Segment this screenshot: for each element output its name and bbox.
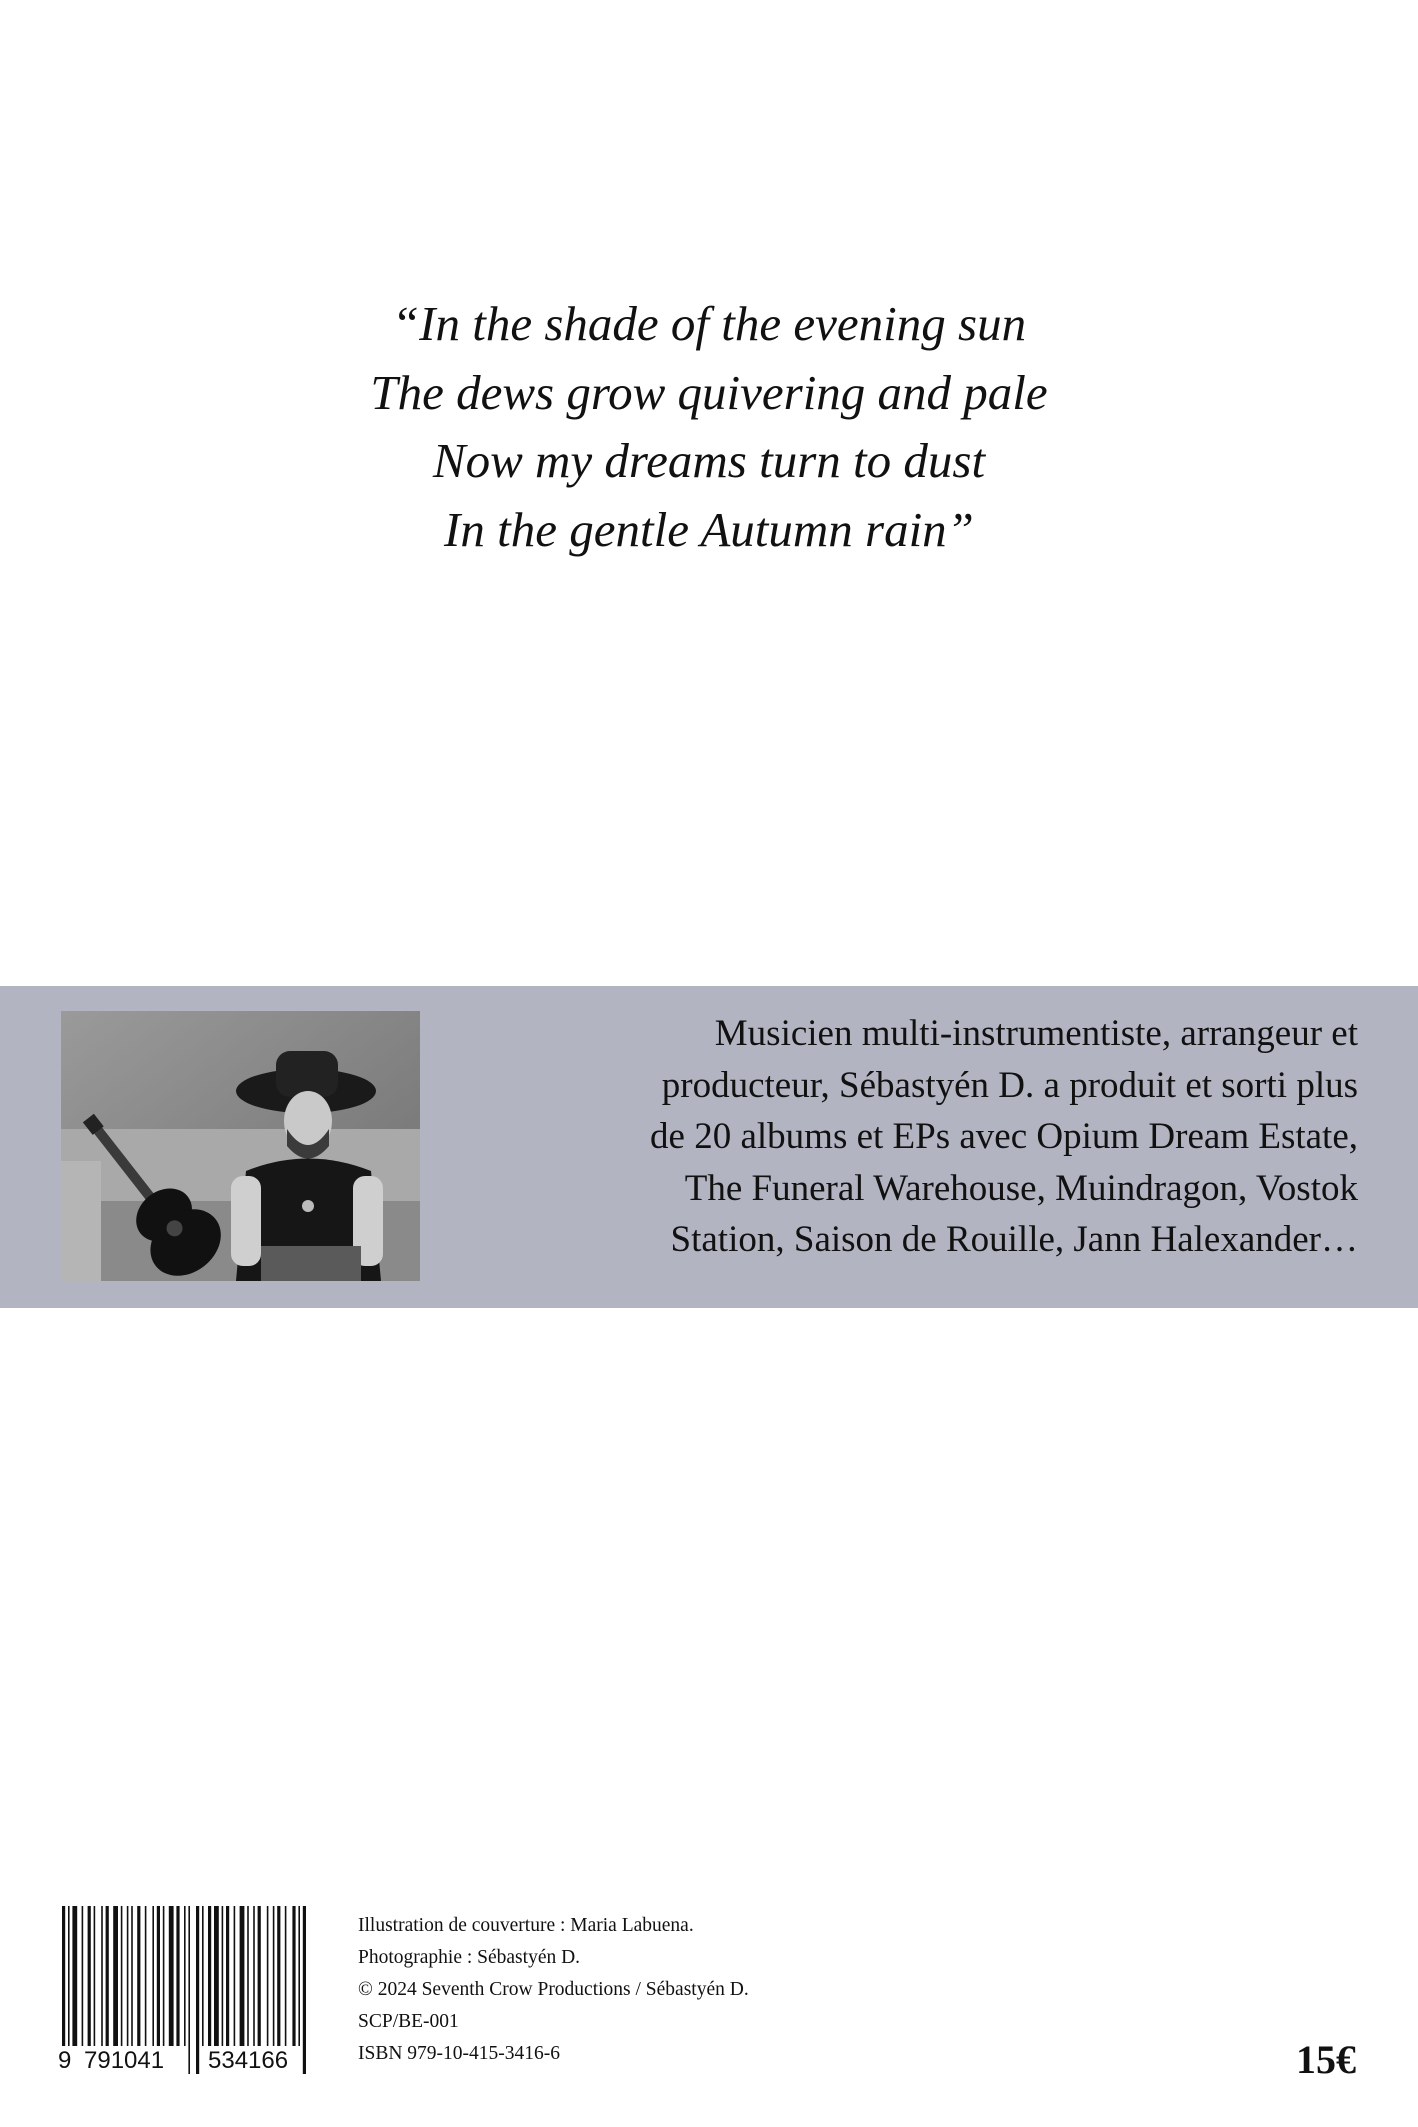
barcode-bar: [258, 1906, 261, 2046]
bio-line: Musicien multi-instrumentiste, arrangeur et: [714, 1013, 1358, 1054]
quote-line: Now my dreams turn to dust: [432, 433, 986, 488]
quote-line: In the gentle Autumn rain”: [444, 501, 974, 557]
barcode-bar: [121, 1906, 123, 2046]
bio-line: producteur, Sébastyén D. a produit et sorti plus: [661, 1064, 1358, 1106]
barcode-bar: [273, 1906, 275, 2046]
bio-line: Station, Saison de Rouille, Jann Halexander…: [670, 1219, 1358, 1260]
author-photo: [61, 1011, 420, 1281]
credit-line: Illustration de couverture : Maria Labuena.: [358, 1915, 694, 1936]
barcode-bar: [292, 1906, 295, 2046]
barcode-bar: [285, 1906, 287, 2046]
barcode-bar: [253, 1906, 255, 2046]
barcode-bar: [298, 1906, 300, 2046]
quote-line: “In the shade of the evening sun: [391, 296, 1027, 351]
barcode-bar: [202, 1906, 204, 2046]
barcode-bar: [137, 1906, 140, 2046]
barcode-bar: [226, 1906, 229, 2046]
barcode-bar: [169, 1906, 174, 2046]
barcode-bar: [234, 1906, 236, 2046]
quote-line: The dews grow quivering and pale: [370, 364, 1048, 420]
barcode-bar: [277, 1906, 280, 2046]
barcode-bar: [127, 1906, 129, 2046]
barcode-bar: [222, 1906, 224, 2046]
author-bio: [478, 1008, 1358, 1266]
barcode-bar: [88, 1906, 91, 2046]
barcode-bar: [82, 1906, 84, 2046]
barcode-bar: [145, 1906, 147, 2046]
credit-line: Photographie : Sébastyén D.: [358, 1947, 581, 1968]
barcode-digit-lead: 9: [58, 2047, 72, 2074]
barcode-bar: [247, 1906, 249, 2046]
barcode-bar: [106, 1906, 109, 2046]
bio-line: de 20 albums et EPs avec Opium Dream Estate,: [650, 1116, 1358, 1157]
isbn-line: ISBN 979-10-415-3416-6: [358, 2043, 561, 2064]
barcode-digit-group2: 534166: [208, 2047, 289, 2074]
poem-quote: [0, 290, 1418, 564]
barcode-bar: [152, 1906, 154, 2046]
author-bio-band: [0, 986, 1418, 1308]
credit-line: © 2024 Seventh Crow Productions / Sébastyén D.: [358, 1979, 749, 2000]
bio-line: The Funeral Warehouse, Muindragon, Vostok: [684, 1167, 1358, 1209]
credit-line: SCP/BE-001: [358, 2011, 459, 2032]
barcode-digits: [60, 2046, 322, 2076]
barcode-bar: [131, 1906, 133, 2046]
barcode-bar: [208, 1906, 211, 2046]
barcode-digit-group1: 791041: [84, 2047, 165, 2074]
barcode-bar: [113, 1906, 118, 2046]
barcode-bar: [72, 1906, 77, 2046]
barcode-bar: [267, 1906, 269, 2046]
barcode-bar: [214, 1906, 219, 2046]
barcode-bar: [163, 1906, 165, 2046]
barcode-bar: [176, 1906, 179, 2046]
barcode-bar: [94, 1906, 96, 2046]
credits: [358, 1910, 978, 2070]
barcode-bar: [157, 1906, 160, 2046]
price: 15€: [1296, 2037, 1356, 2082]
barcode-bar: [184, 1906, 186, 2046]
barcode-bar: [101, 1906, 103, 2046]
barcode-bar: [240, 1906, 245, 2046]
